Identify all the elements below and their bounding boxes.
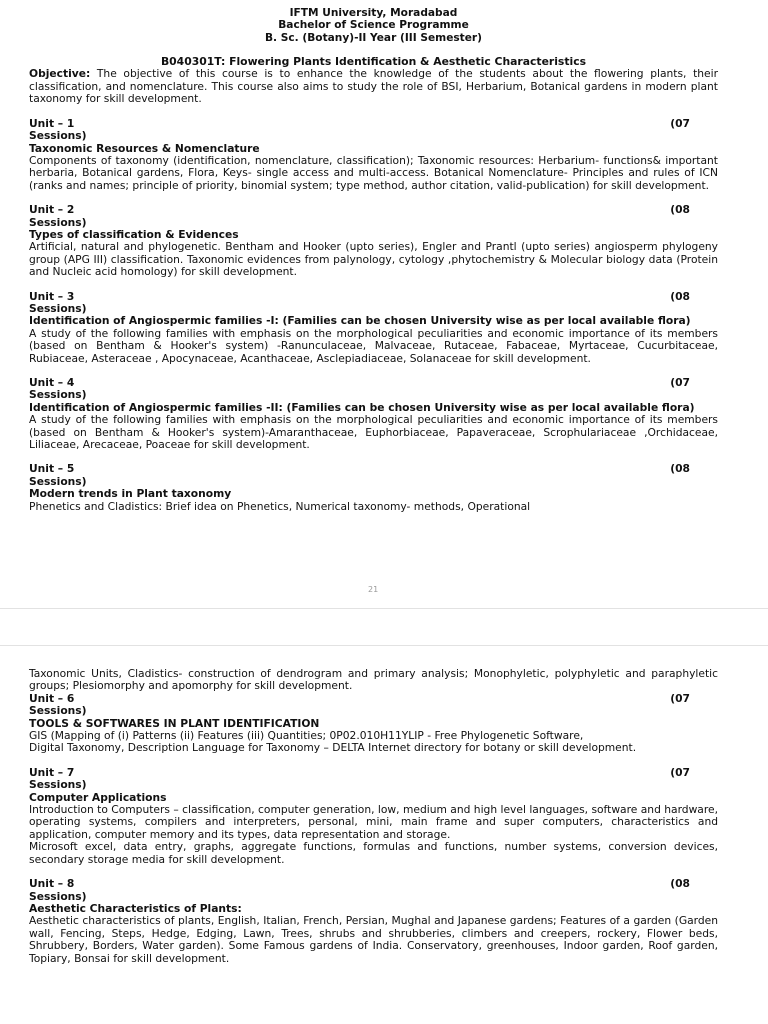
unit-title: Types of classification & Evidences [29, 227, 239, 241]
unit-body: Artificial, natural and phylogenetic. Bentham and Hooker (upto series), Engler and Prantl (upto series) angiosperm phylogeny group (APG III) classification. Taxonomic evidences from palynology, cytology ,phytochemistry & Molecular biology data (Protein and Nucleic acid homology) for skill development. [29, 240, 718, 279]
unit-body: Aesthetic characteristics of plants, English, Italian, French, Persian, Mughal and Japanese gardens; Features of a garden (Garden wall, Fencing, Steps, Hedge, Edging, Lawn, Trees, shrubs and shrubberies, climbers and creepers, rockery, Flower beds, Shrubbery, Borders, Water garden). Some Famous gardens of India. Conservatory, greenhouses, Indoor garden, Roof garden, Topiary, Bonsai for skill development. [29, 914, 718, 965]
university-name: IFTM University, Moradabad [289, 7, 458, 19]
unit-sessions: Sessions) [29, 474, 87, 488]
page-break [0, 608, 768, 646]
unit-body: Components of taxonomy (identification, nomenclature, classification); Taxonomic resources: Herbarium- functions& important herbaria, Botanical gardens, Flora, Keys- single access and multi-access. Botanical Nomenclature- Principles and rules of ICN (ranks and names; principle of priority, binomial system; type method, author citation, valid-publication) for skill development. [29, 153, 718, 192]
unit-sessions: Sessions) [29, 301, 87, 315]
unit-body: Phenetics and Cladistics: Brief idea on Phenetics, Numerical taxonomy- methods, Operational [29, 499, 531, 513]
year-semester: B. Sc. (Botany)-II Year (III Semester) [264, 31, 483, 44]
unit-hours: (07 [670, 116, 690, 130]
unit-body: Microsoft excel, data entry, graphs, aggregate functions, formulas and functions, number systems, conversion devices, secondary storage media for skill development. [29, 840, 718, 866]
unit-label: Unit – 6 [29, 691, 75, 705]
unit-title: Identification of Angiospermic families -I: (Families can be chosen University wise as per local available flora) [29, 314, 691, 328]
unit-label: Unit – 7 [29, 765, 75, 779]
unit-hours: (07 [670, 376, 690, 390]
unit-sessions: Sessions) [29, 129, 87, 143]
unit-label: Unit – 5 [29, 462, 75, 476]
unit-sessions: Sessions) [29, 215, 87, 229]
unit-sessions: Sessions) [29, 778, 87, 792]
unit-hours: (07 [670, 691, 690, 705]
course-title: B040301T: Flowering Plants Identification & Aesthetic Characteristics [160, 54, 587, 68]
continuation-text: Taxonomic Units, Cladistics- construction of dendrogram and primary analysis; Monophyletic, polyphyletic and paraphyletic groups; Plesiomorphy and apomorphy for skill development. [29, 667, 718, 693]
unit-sessions: Sessions) [29, 889, 87, 903]
page-number: 21 [368, 585, 379, 594]
unit-title: TOOLS & SOFTWARES IN PLANT IDENTIFICATION [29, 716, 320, 730]
unit-label: Unit – 8 [29, 877, 75, 891]
unit-section-1 [29, 118, 718, 192]
unit-section-8 [29, 878, 718, 965]
unit-body: A study of the following families with emphasis on the morphological peculiarities and economic importance of its members (based on Bentham & Hooker's system)-Amaranthaceae, Euphorbiaceae, Papaveraceae, Scrophulariaceae ,Orchidaceae, Liliaceae, Arecaceae, Poaceae for skill development. [29, 413, 718, 452]
unit-sessions: Sessions) [29, 388, 87, 402]
course-objective [29, 68, 718, 105]
unit-hours: (07 [670, 765, 690, 779]
objective-text: The objective of this course is to enhance the knowledge of the students about the flowering plants, their classification, and nomenclature. This course also aims to study the role of BSI, Herbarium, Botanical gardens in modern plant taxonomy for skill development. [29, 67, 718, 106]
unit-title: Computer Applications [29, 790, 167, 804]
unit-label: Unit – 3 [29, 289, 75, 303]
unit-title: Modern trends in Plant taxonomy [29, 487, 232, 501]
objective-label: Objective: [29, 67, 91, 81]
unit-hours: (08 [670, 203, 690, 217]
unit-body: GIS (Mapping of (i) Patterns (ii) Features (iii) Quantities; 0P02.010H11YLIP - Free Phylogenetic Software, [29, 729, 584, 743]
unit-label: Unit – 1 [29, 116, 75, 130]
unit-hours: (08 [670, 462, 690, 476]
unit-section-5 [29, 463, 718, 513]
unit-hours: (08 [670, 877, 690, 891]
unit-section-4 [29, 377, 718, 451]
unit-section-2 [29, 204, 718, 278]
unit-body: Digital Taxonomy, Description Language for Taxonomy – DELTA Internet directory for botany or skill development. [29, 741, 637, 755]
unit-section-7 [29, 767, 718, 866]
unit-body: A study of the following families with emphasis on the morphological peculiarities and economic importance of its members (based on Bentham & Hooker's system) -Ranunculaceae, Malvaceae, Rutaceae, Fabaceae, Myrtaceae, Cucurbitaceae, Rubiaceae, Asteraceae , Apocynaceae, Acanthaceae, Asclepiadiaceae, Solanaceae for skill development. [29, 326, 718, 365]
unit-section-3 [29, 291, 718, 365]
unit-title: Identification of Angiospermic families -II: (Families can be chosen University wise as per local available flora) [29, 400, 695, 414]
unit-label: Unit – 2 [29, 203, 75, 217]
programme-name: Bachelor of Science Programme [278, 19, 469, 32]
unit-hours: (08 [670, 289, 690, 303]
unit-section-6 [29, 693, 718, 755]
document-page-2 [0, 646, 768, 1024]
unit-sessions: Sessions) [29, 704, 87, 718]
unit-body: Introduction to Computers – classification, computer generation, low, medium and high level languages, software and hardware, operating systems, compilers and interpreters, personal, mini, main frame and super computers, characteristics and application, computer memory and its types, data representation and storage. [29, 803, 718, 841]
unit-title: Aesthetic Characteristics of Plants: [29, 901, 242, 915]
unit-label: Unit – 4 [29, 376, 75, 390]
unit-title: Taxonomic Resources & Nomenclature [29, 141, 260, 155]
